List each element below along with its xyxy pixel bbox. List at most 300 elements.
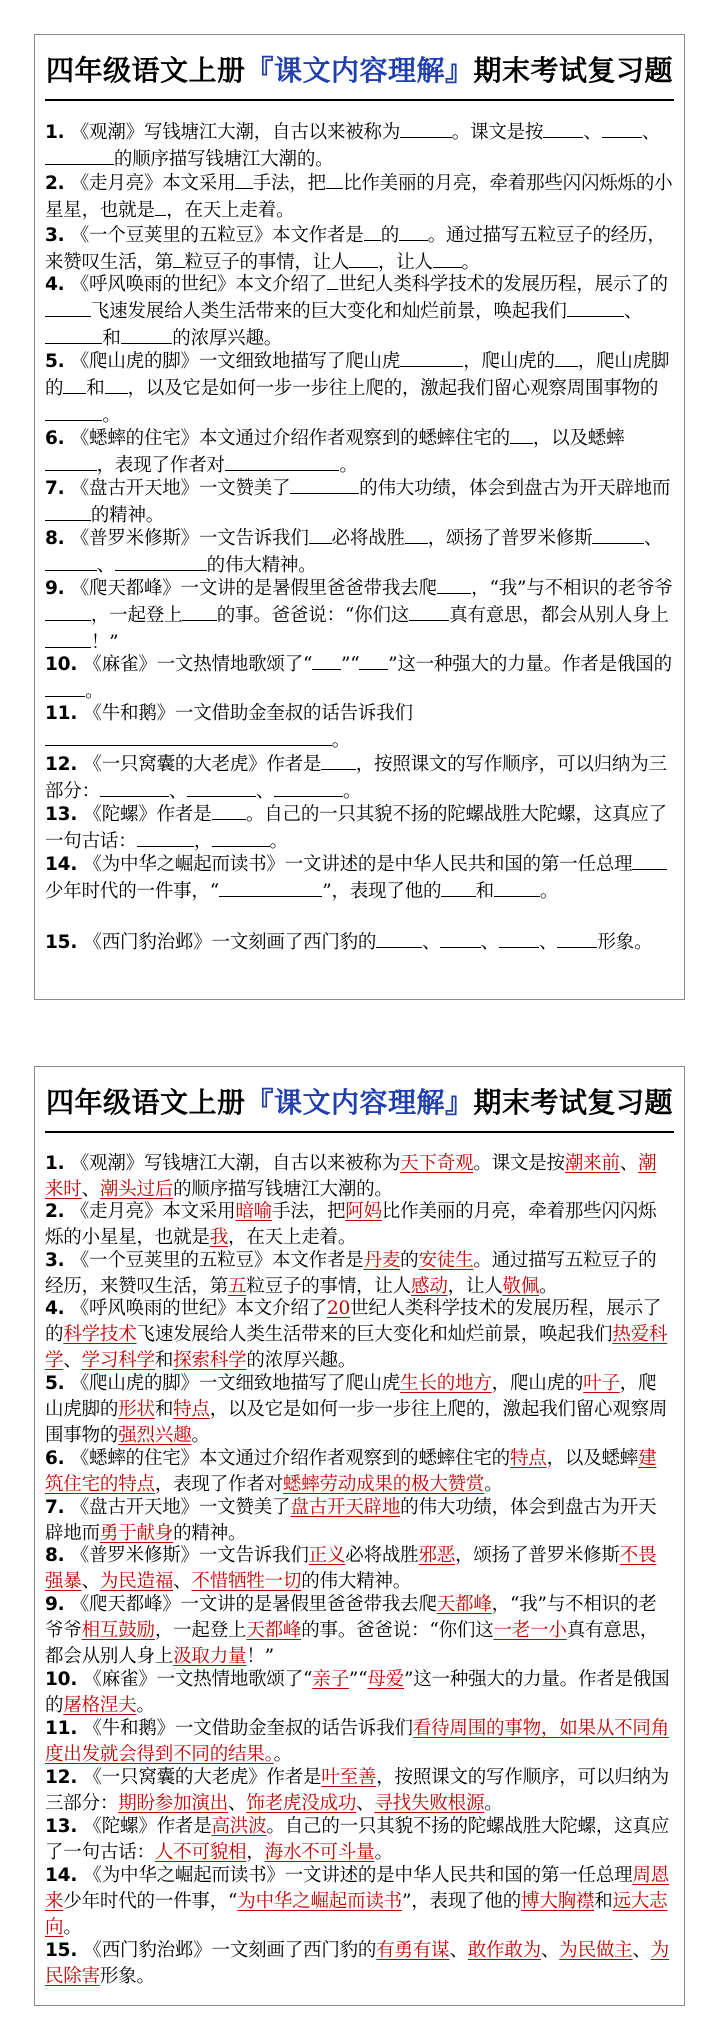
question-text: 。 [539,881,559,902]
question-text: ，表现了作者对 [154,1474,283,1495]
question-number: 1. [45,1153,71,1174]
answer-text: 天都峰 [436,1594,492,1615]
question-number: 3. [45,1250,71,1271]
question-text: 的伟大功绩，体会到盘古为开天辟地而 [45,1497,657,1544]
question-item [45,1667,674,1719]
answer-blank[interactable] [121,325,173,344]
question-text: 真有意思，都会从别人身上 [449,605,669,626]
question-text: ”“ [348,1669,368,1690]
question-text: 。课文是按 [451,122,544,143]
answer-text: 为民造福 [99,1571,174,1592]
title-highlight: 『课文内容理解』 [245,54,474,87]
answer-text: 正义 [308,1545,346,1566]
answer-text: 博大胸襟 [521,1891,595,1912]
answer-blank[interactable] [309,525,332,544]
question-text: 。 [85,681,104,702]
answer-blank[interactable] [327,271,338,290]
answer-text: 天下奇观 [400,1153,474,1174]
answer-blank[interactable] [219,878,322,897]
question-item [45,1495,674,1547]
question-text: 、 [228,1793,247,1814]
question-text: ，爬山虎脚的 [45,1373,657,1420]
answer-text: 潮来前 [564,1153,620,1174]
question-text: 、 [63,1350,82,1371]
question-text: 《蟋蟀的住宅》本文通过介绍作者观察到的蟋蟀住宅的 [70,428,510,449]
question-number: 15. [45,932,84,953]
question-text: 、 [480,932,499,953]
question-text: 手法，把 [252,173,326,194]
answer-blank[interactable] [567,298,624,317]
answer-text: 叶至善 [321,1767,377,1788]
answer-blank[interactable] [557,929,597,948]
question-text: ，颂扬了普罗米修斯 [455,1545,620,1566]
question-number: 10. [45,654,84,675]
question-text: 、 [96,555,115,576]
question-number: 13. [45,1816,84,1837]
question-text: 。 [374,1842,393,1863]
answer-blank[interactable] [45,602,91,621]
answer-blank[interactable] [409,602,449,621]
question-text: 《麻雀》一文热情地歌颂了“ [83,654,313,675]
question-text: 、 [539,932,558,953]
answer-text: 天都峰 [246,1620,302,1641]
question-text: 《走月亮》本文采用 [70,1201,236,1222]
answer-blank[interactable] [376,929,422,948]
question-item [45,1543,674,1595]
question-text: 。课文是按 [473,1153,565,1174]
question-text: 。 [339,455,358,476]
question-text: ”，表现了他的 [322,881,442,902]
question-text: ，在天上走着。 [166,200,295,221]
answer-text: 汲取力量 [173,1646,247,1667]
question-text: 。 [461,252,480,273]
question-item [45,475,674,529]
answer-blank[interactable] [592,525,644,544]
question-item [45,1592,674,1670]
question-number: 7. [45,478,71,499]
question-text: 《陀螺》作者是 [83,804,212,825]
question-text: 比作美丽的月亮，牵着那些闪闪烁烁的小星星，也就是 [45,173,673,221]
question-text: 的伟大功绩，体会到盘古为开天辟地而 [359,478,671,499]
title-suffix: 期末考试复习题 [473,54,674,87]
answer-text: 为民除害 [45,1940,670,1987]
answer-text: 潮来时 [45,1153,657,1200]
answer-text: 盘古开天辟地 [290,1497,401,1518]
title-highlight: 『课文内容理解』 [245,1086,474,1119]
question-number: 4. [45,1298,71,1319]
question-text: 《牛和鹅》一文借助金奎叔的话告诉我们 [83,1718,413,1739]
question-text: 《呼风唤雨的世纪》本文介绍了 [70,1298,327,1319]
question-text: 。通过描写五粒豆子的经历，来赞叹生活，第 [45,1250,657,1297]
answer-blank[interactable] [155,197,166,216]
answer-text: 丹麦 [363,1250,401,1271]
question-item [45,1296,674,1374]
answer-text: 阿妈 [345,1201,382,1222]
answer-blank[interactable] [349,249,378,268]
answer-text: 一老一小 [493,1620,567,1641]
question-number: 6. [45,1448,71,1469]
answer-blank[interactable] [274,778,343,797]
question-text: 《盘古开天地》一文赞美了 [70,478,291,499]
question-text: 《蟋蟀的住宅》本文通过介绍作者观察到的蟋蟀住宅的 [70,1448,510,1469]
question-text: ，表现了作者对 [96,455,225,476]
answer-text: 热爱科学 [45,1324,668,1371]
question-text: 的顺序描写钱塘江大潮的。 [173,1179,393,1200]
answer-blank[interactable] [400,348,463,367]
question-text: 粒豆子的事情，让人 [184,252,350,273]
question-text: ，按照课文的写作顺序，可以归纳为三部分： [45,1767,670,1814]
answer-text: 看待周围的事物，如果从不同角度出发就会得到不同的结果。 [45,1718,670,1765]
question-text: 《观潮》写钱塘江大潮，自古以来被称为 [70,1153,401,1174]
question-text: ”“ [340,654,360,675]
answer-text: 敢作敢为 [467,1940,541,1961]
question-text: 、 [168,781,188,802]
question-text: ，颂扬了普罗米修斯 [427,528,593,549]
answer-blank[interactable] [555,348,578,367]
question-number: 9. [45,1594,71,1615]
question-text: 。 [269,831,288,852]
question-text: 少年时代的一件事，“ [63,1891,238,1912]
answer-blank[interactable] [494,878,540,897]
question-text: 的浓厚兴趣。 [246,1350,357,1371]
question-text: 的精神。 [90,505,165,526]
answer-blank[interactable] [602,119,642,138]
question-item [45,1814,674,1866]
question-item [45,1151,674,1203]
question-text: 的浓厚兴趣。 [172,328,283,349]
question-item [45,851,674,905]
question-item [45,751,674,805]
answer-text: 潮头过后 [99,1179,174,1200]
question-text: 《爬山虎的脚》一文细致地描写了爬山虎 [70,1373,401,1394]
answer-blank[interactable] [499,929,539,948]
question-text: 《一个豆荚里的五粒豆》本文作者是 [70,225,364,246]
answer-blank[interactable] [63,375,86,394]
question-text: 《爬天都峰》一文讲的是暑假里爸爸带我去爬 [70,1594,437,1615]
question-text: 、 [422,932,441,953]
question-text: ，在天上走着。 [228,1227,357,1248]
answer-blank[interactable] [440,929,480,948]
answer-text: 形状 [118,1399,155,1420]
question-text: 《普罗米修斯》一文告诉我们 [70,1545,309,1566]
question-number: 10. [45,1669,84,1690]
question-text: 手法，把 [272,1201,346,1222]
question-text: 、 [81,1179,100,1200]
answer-blank[interactable] [182,602,216,621]
question-text: 、 [81,1571,100,1592]
title-divider [45,99,674,101]
answer-text: 不惜牺牲一切 [191,1571,302,1592]
question-text: ，“我”与不相识的老爷爷 [471,578,673,599]
question-text: ，让人 [377,252,433,273]
question-number: 5. [45,351,71,372]
answer-blank[interactable] [173,249,184,268]
question-text: 《牛和鹅》一文借助金奎叔的话告诉我们 [83,703,413,724]
answer-blank[interactable] [45,727,332,746]
answer-blank[interactable] [405,525,428,544]
answer-text: 饰老虎没成功 [246,1793,357,1814]
answer-text: 期盼参加演出 [118,1793,229,1814]
question-text: 《西门豹治邺》一文刻画了西门豹的 [83,1940,377,1961]
answer-text: 科学技术 [63,1324,137,1345]
answer-blank[interactable] [137,828,194,847]
question-text: 。自己的一只其貌不扬的陀螺战胜大陀螺，这真应了一句古话： [45,1816,670,1863]
answer-blank[interactable] [212,828,269,847]
question-text: 粒豆子的事情，让人 [246,1276,412,1297]
question-text: 的 [400,1250,419,1271]
answer-blank[interactable] [105,375,128,394]
answer-blank[interactable] [437,575,471,594]
question-number: 4. [45,274,71,295]
question-number: 6. [45,428,71,449]
title-prefix: 四年级语文上册 [45,54,246,87]
question-number: 15. [45,1940,84,1961]
title-prefix: 四年级语文上册 [45,1086,246,1119]
answer-blank[interactable] [45,298,91,317]
answer-blank[interactable] [45,678,85,697]
question-text: 。通过描写五粒豆子的经历，来赞叹生活，第 [45,225,666,273]
question-text: 比作美丽的月亮，牵着那些闪闪烁烁的小星星，也就是 [45,1201,657,1248]
answer-text: 勇于献身 [99,1523,174,1544]
question-item [45,1716,674,1768]
question-number: 8. [45,1545,71,1566]
question-text: ”这一种强大的力量。作者是俄国的 [388,654,672,675]
question-item [45,1248,674,1300]
answer-blank[interactable] [359,651,388,670]
question-text: ，以及蟋蟀 [532,428,625,449]
answer-text: 特点 [509,1448,547,1469]
question-text: 《为中华之崛起而读书》一文讲述的是中华人民共和国的第一任总理 [83,1865,633,1886]
question-number: 14. [45,854,84,875]
question-text: ，让人 [447,1276,503,1297]
answer-text: 为民做主 [559,1940,633,1961]
question-text: 世纪人类科学技术的发展历程，展示了的 [45,1298,662,1345]
answer-blank[interactable] [187,778,256,797]
question-text: ，一起登上 [154,1620,247,1641]
answer-text: 人不可貌相 [154,1842,247,1863]
question-text: 。 [191,1425,210,1446]
answer-blank[interactable] [312,651,341,670]
answer-blank[interactable] [45,146,114,165]
answer-blank[interactable] [45,452,97,471]
answer-blank[interactable] [510,425,533,444]
answer-blank[interactable] [100,778,169,797]
question-text: 《普罗米修斯》一文告诉我们 [70,528,309,549]
question-number: 2. [45,1201,71,1222]
question-number: 5. [45,1373,71,1394]
question-item [45,801,674,855]
question-item [45,119,674,173]
question-text: 。 [63,1917,82,1938]
answer-text: 母爱 [367,1669,405,1690]
question-text: 《走月亮》本文采用 [70,173,236,194]
question-item [45,1938,674,1990]
question-text: 的事。爸爸说：“你们这 [301,1620,494,1641]
question-item [45,1199,674,1251]
question-text: ，爬山虎的 [463,351,555,372]
question-text: 。 [102,405,121,426]
answer-text: 远大志向 [45,1891,668,1938]
question-number: 11. [45,1718,84,1739]
question-item [45,1765,674,1817]
question-text: 、 [632,1940,651,1961]
question-text: 、 [356,1793,375,1814]
answer-text: 亲子 [312,1669,349,1690]
answer-blank[interactable] [235,170,252,189]
question-item [45,222,674,276]
question-text: 必将战胜 [345,1545,419,1566]
question-item [45,575,674,656]
question-number: 1. [45,122,71,143]
question-text: 和 [475,881,494,902]
answer-blank[interactable] [364,222,381,241]
answer-blank[interactable] [399,222,428,241]
answer-text: 屠格涅夫 [63,1695,137,1716]
answer-blank[interactable] [290,475,359,494]
question-text: ，以及蟋蟀 [546,1448,639,1469]
question-text: ， [246,1842,265,1863]
question-text: 。 [484,1474,503,1495]
worksheet-title [35,53,684,89]
answer-blank[interactable] [400,119,452,138]
answer-blank[interactable] [115,552,207,571]
question-text: 和 [86,378,105,399]
question-item [45,1371,674,1449]
answer-blank[interactable] [326,170,343,189]
question-text: ，“我”与不相识的老爷爷 [45,1594,657,1641]
question-text: 、 [255,781,275,802]
question-text: 和 [154,1399,174,1420]
answer-text: 探索科学 [173,1350,247,1371]
question-number: 14. [45,1865,84,1886]
question-text: 《盘古开天地》一文赞美了 [70,1497,291,1518]
question-text: ”，表现了他的 [401,1891,522,1912]
answer-blank[interactable] [321,751,355,770]
question-text: 的事。爸爸说：“你们这 [216,605,410,626]
answer-text: 安徒生 [418,1250,474,1271]
question-text: ，按照课文的写作顺序，可以归纳为三部分： [45,754,667,802]
answer-text: 生长的地方 [400,1373,492,1394]
question-number: 3. [45,225,71,246]
question-number: 11. [45,703,84,724]
answer-text: 高洪波 [211,1816,267,1837]
question-text: 、 [641,122,661,143]
question-text: 、 [644,528,663,549]
answer-text: 暗喻 [235,1201,273,1222]
question-text: ， [193,831,213,852]
question-text: ”这一种强大的力量。作者是俄国的 [45,1669,670,1716]
answer-blank[interactable] [441,878,475,897]
worksheet-answers [34,1066,685,2006]
answer-text: 蟋蟀劳动成果的极大赞赏 [282,1474,485,1495]
worksheet-blank [34,34,685,1000]
question-text: 《观潮》写钱塘江大潮，自古以来被称为 [70,122,401,143]
answer-blank[interactable] [45,629,91,648]
answer-text: 学习科学 [81,1350,155,1371]
answer-text: 我 [209,1227,229,1248]
question-text: 的伟大精神。 [301,1571,412,1592]
question-text: ！” [246,1646,274,1667]
answer-text: 寻找失败根源 [374,1793,485,1814]
question-text: ，爬山虎的 [491,1373,584,1394]
answer-text: 周恩来 [45,1865,670,1912]
question-text: 《一只窝囊的大老虎》作者是 [83,754,322,775]
answer-blank[interactable] [45,502,91,521]
question-text: 飞速发展给人类生活带来的巨大变化和灿烂前景，唤起我们 [90,301,567,322]
question-item [45,170,674,224]
question-text: 《麻雀》一文热情地歌颂了“ [83,1669,313,1690]
answer-text: 邪恶 [418,1545,456,1566]
question-text: 的 [380,225,400,246]
question-text: 形象。 [597,932,653,953]
question-number: 9. [45,578,71,599]
question-text: 必将战胜 [331,528,405,549]
question-text: ！” [90,632,119,653]
question-text: 。 [484,1793,503,1814]
answer-blank[interactable] [543,119,583,138]
answer-text: 为中华之崛起而读书 [237,1891,402,1912]
question-text: 《陀螺》作者是 [83,1816,212,1837]
question-text: 、 [173,1571,192,1592]
question-text: 《爬山虎的脚》一文细致地描写了爬山虎 [70,351,401,372]
title-suffix: 期末考试复习题 [473,1086,674,1119]
answer-blank[interactable] [225,452,340,471]
title-divider [45,1131,674,1133]
answer-blank[interactable] [212,801,246,820]
answer-text: 20 [326,1298,351,1319]
question-item [45,651,674,705]
question-text: 和 [154,1350,174,1371]
question-text: 《一只窝囊的大老虎》作者是 [83,1767,322,1788]
answer-blank[interactable] [45,402,102,421]
question-number: 13. [45,804,84,825]
question-text: 的精神。 [173,1523,247,1544]
answer-text: 叶子 [583,1373,620,1394]
question-text: 的顺序描写钱塘江大潮的。 [113,149,334,170]
answer-blank[interactable] [45,325,102,344]
question-item [45,929,674,956]
question-number: 8. [45,528,71,549]
question-text: 和 [594,1891,613,1912]
answer-text: 感动 [411,1276,448,1297]
question-text: 、 [449,1940,468,1961]
question-item [45,425,674,479]
answer-blank[interactable] [45,552,97,571]
question-text: 。 [539,1276,558,1297]
question-text: 、 [583,122,602,143]
question-text: 。 [331,730,351,751]
worksheet-title [35,1085,684,1121]
question-text: 、 [624,301,643,322]
question-item [45,525,674,579]
question-item [45,348,674,429]
question-number: 12. [45,754,84,775]
question-text: 《一个豆荚里的五粒豆》本文作者是 [70,1250,364,1271]
question-text: 少年时代的一件事，“ [45,881,219,902]
answer-text: 有勇有谋 [376,1940,450,1961]
question-item [45,701,674,754]
question-text: 《爬天都峰》一文讲的是暑假里爸爸带我去爬 [70,578,437,599]
question-text: ，一起登上 [90,605,183,626]
answer-blank[interactable] [632,851,666,870]
answer-blank[interactable] [433,249,462,268]
answer-text: 不畏强暴 [45,1545,657,1592]
question-number: 12. [45,1767,84,1788]
question-text: 《为中华之崛起而读书》一文讲述的是中华人民共和国的第一任总理 [83,854,633,875]
question-text: 。 [136,1695,155,1716]
question-text: ，以及它是如何一步一步往上爬的，激起我们留心观察周围事物的 [127,378,659,399]
question-text: 。 [342,781,362,802]
